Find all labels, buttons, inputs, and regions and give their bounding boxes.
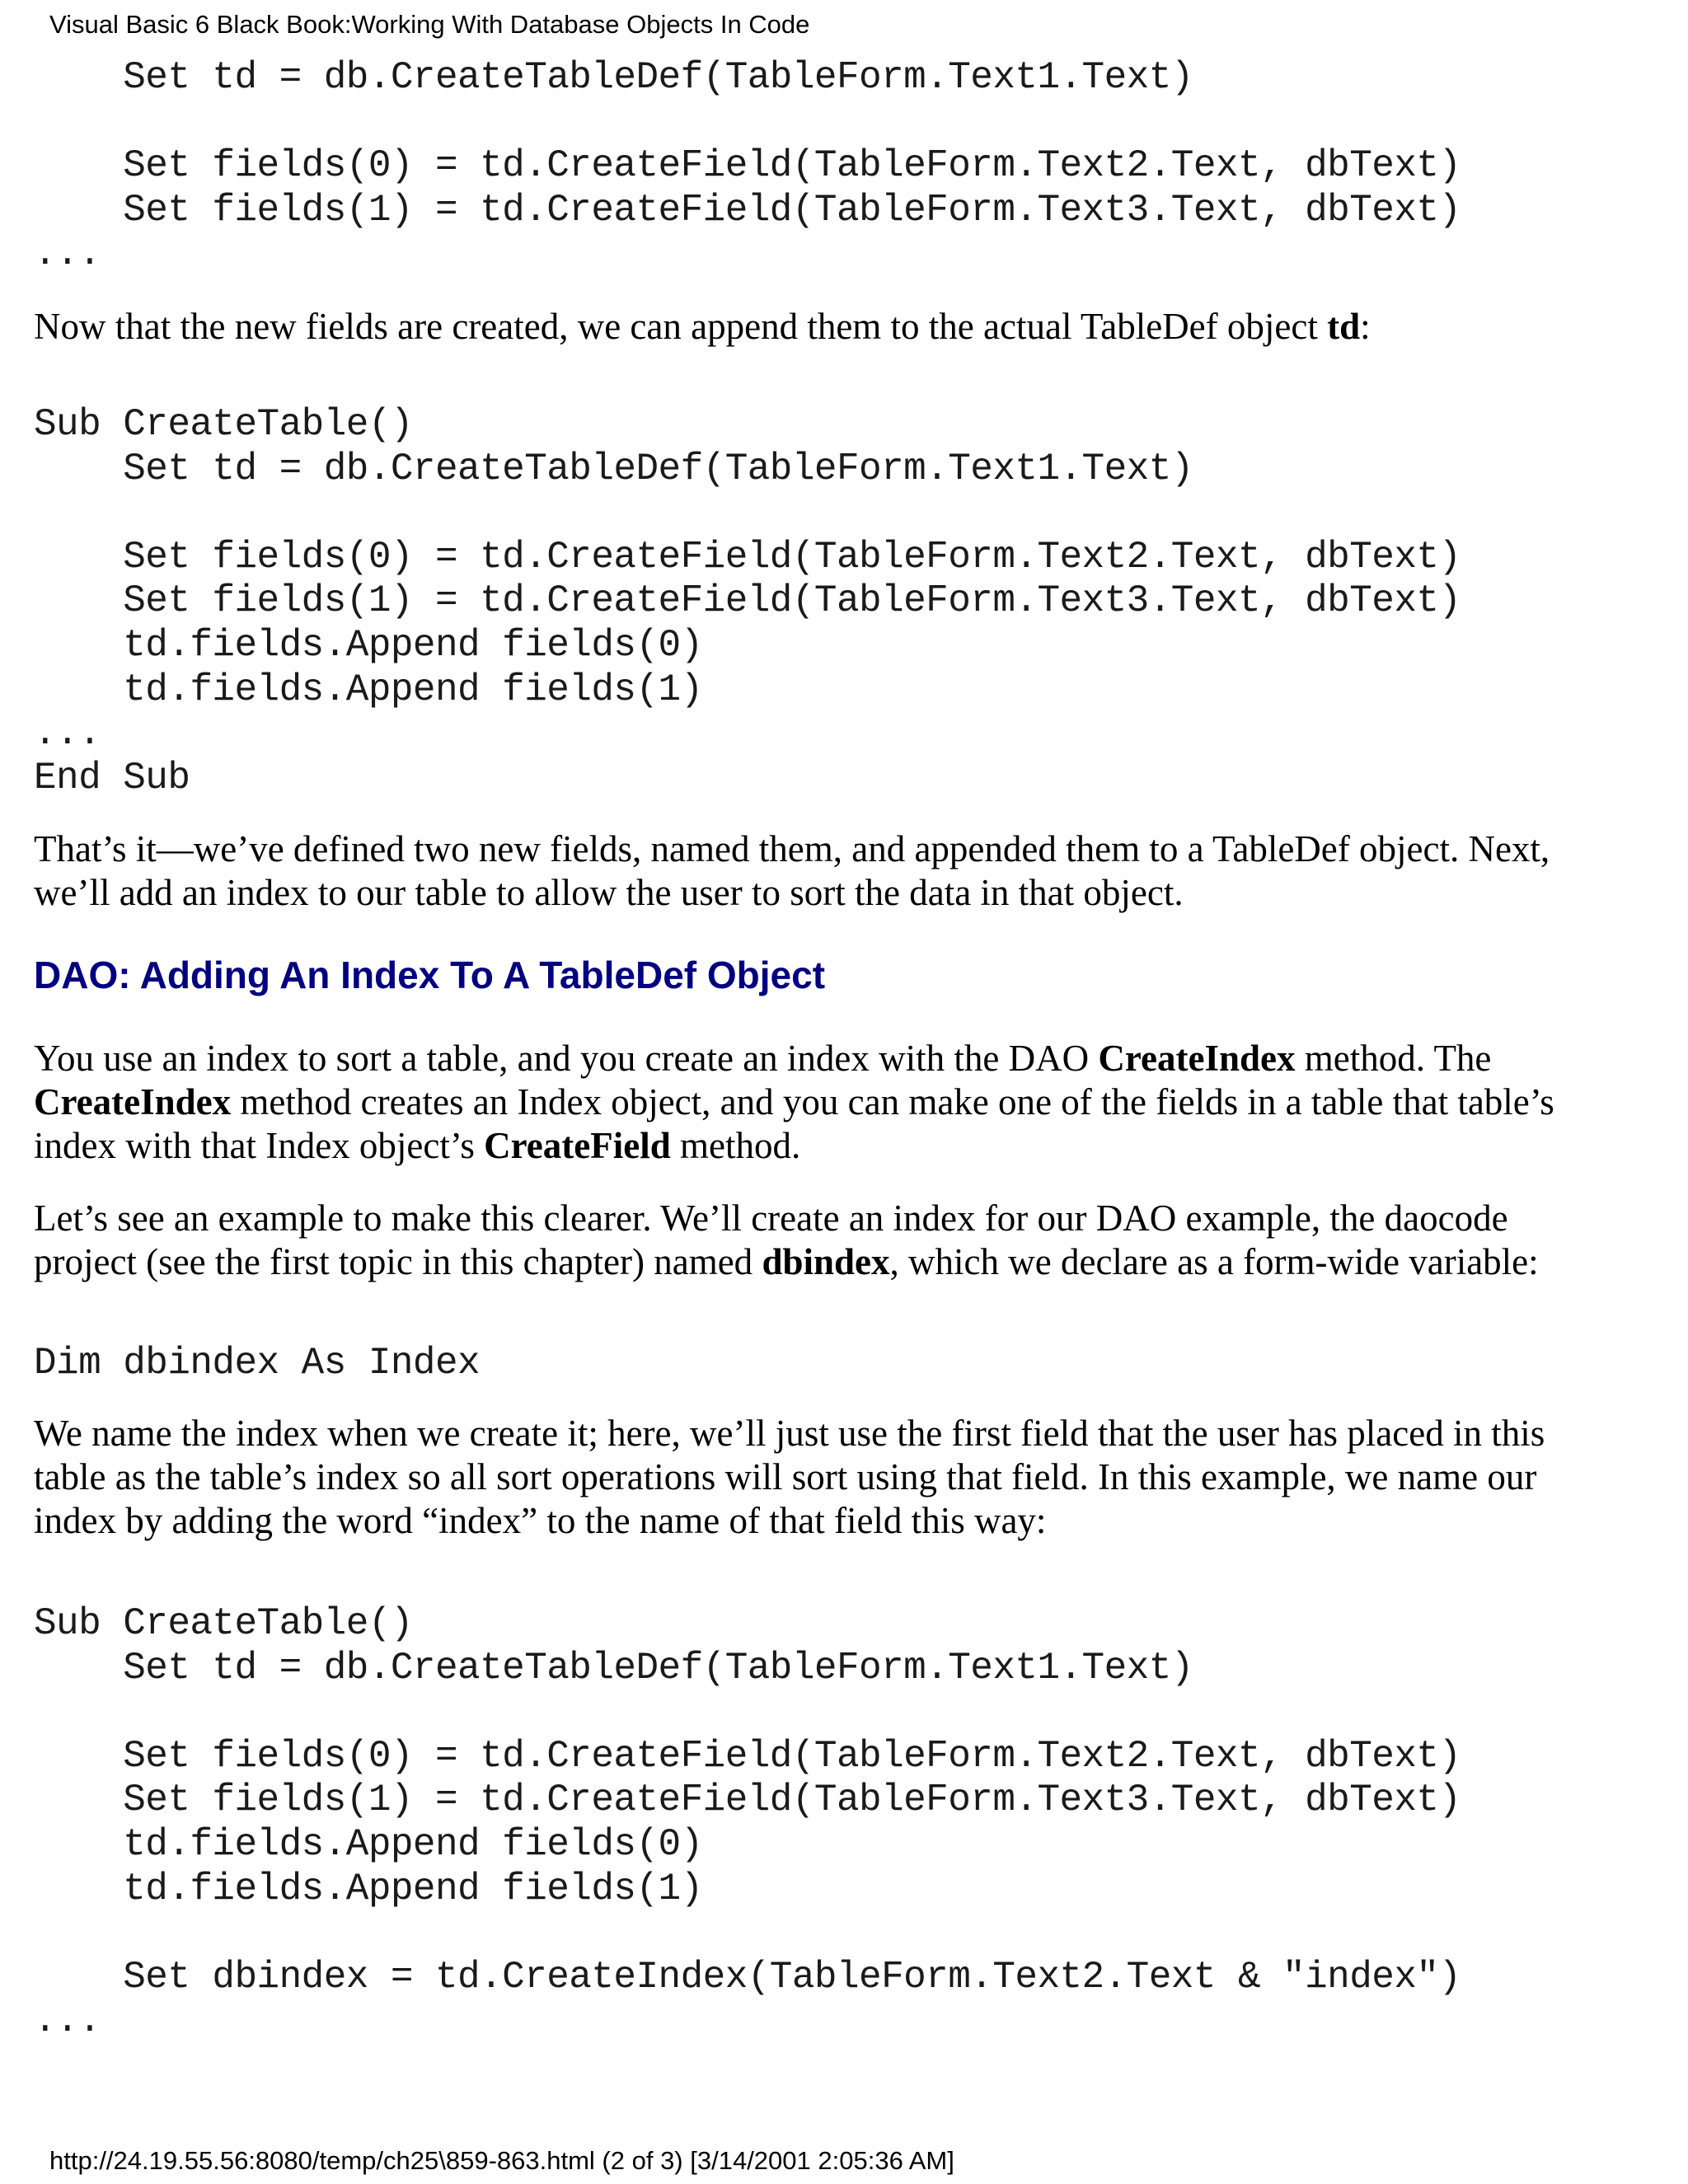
code-line: Set fields(1) = td.CreateField(TableForm.Text3.Text, dbText) xyxy=(34,1779,1461,1822)
paragraph-thats-it xyxy=(34,827,1658,915)
code-line: td.fields.Append fields(1) xyxy=(34,668,703,711)
code-line: Set td = db.CreateTableDef(TableForm.Text1.Text) xyxy=(34,56,1193,99)
code-line: Set td = db.CreateTableDef(TableForm.Text1.Text) xyxy=(34,447,1193,490)
code-line: td.fields.Append fields(0) xyxy=(34,623,703,667)
code-line: ... xyxy=(34,232,101,276)
code-line: Set fields(0) = td.CreateField(TableForm.Text2.Text, dbText) xyxy=(34,1734,1461,1778)
paragraph-example-dbindex xyxy=(34,1197,1658,1284)
paragraph-line: You use an index to sort a table, and you create an index with the DAO CreateIndex method. The xyxy=(34,1038,1492,1079)
code-block-create-index xyxy=(34,1602,1461,2044)
code-line: ... xyxy=(34,1999,101,2043)
code-line: Sub CreateTable() xyxy=(34,1602,413,1645)
code-line: Set fields(1) = td.CreateField(TableForm.Text3.Text, dbText) xyxy=(34,579,1461,623)
paragraph-line: CreateIndex method creates an Index object, and you can make one of the fields in a table that table’s xyxy=(34,1081,1554,1122)
paragraph-line: table as the table’s index so all sort operations will sort using that field. In this example, we name our xyxy=(34,1456,1537,1497)
section-heading: DAO: Adding An Index To A TableDef Object xyxy=(34,954,826,996)
code-block-create-table-append xyxy=(34,403,1461,800)
paragraph-line: index with that Index object’s CreateField method. xyxy=(34,1125,801,1166)
paragraph-name-index xyxy=(34,1412,1658,1543)
code-block-create-fields xyxy=(34,56,1461,277)
code-line: Set dbindex = td.CreateIndex(TableForm.Text2.Text & "index") xyxy=(34,1955,1461,1999)
code-line: Sub CreateTable() xyxy=(34,403,413,446)
paragraph-line: Let’s see an example to make this clearer. We’ll create an index for our DAO example, the daocode xyxy=(34,1197,1508,1239)
code-line: Set fields(1) = td.CreateField(TableForm.Text3.Text, dbText) xyxy=(34,188,1461,232)
paragraph-line: Now that the new fields are created, we can append them to the actual TableDef object td: xyxy=(34,306,1371,347)
paragraph-line: We name the index when we create it; here, we’ll just use the first field that the user has placed in this xyxy=(34,1413,1545,1454)
code-line: td.fields.Append fields(1) xyxy=(34,1867,703,1910)
paragraph-line: index by adding the word “index” to the name of that field this way: xyxy=(34,1500,1047,1541)
paragraph-line: That’s it—we’ve defined two new fields, named them, and appended them to a TableDef object. Next, xyxy=(34,828,1550,869)
code-line: td.fields.Append fields(0) xyxy=(34,1822,703,1866)
code-line: End Sub xyxy=(34,756,190,799)
paragraph-line: project (see the first topic in this chapter) named dbindex, which we declare as a form-wide variable: xyxy=(34,1241,1539,1282)
page-header-title: Visual Basic 6 Black Book:Working With Database Objects In Code xyxy=(49,10,810,39)
paragraph-append-fields xyxy=(34,305,1658,349)
code-block-dim-dbindex xyxy=(34,1342,480,1386)
paragraph-line: we’ll add an index to our table to allow the user to sort the data in that object. xyxy=(34,872,1184,913)
code-line: Dim dbindex As Index xyxy=(34,1342,481,1385)
paragraph-create-index-intro xyxy=(34,1037,1658,1168)
code-line: Set fields(0) = td.CreateField(TableForm.Text2.Text, dbText) xyxy=(34,535,1461,579)
page-footer-url: http://24.19.55.56:8080/temp/ch25\859-863.html (2 of 3) [3/14/2001 2:05:36 AM] xyxy=(49,2146,954,2175)
code-line: Set td = db.CreateTableDef(TableForm.Text1.Text) xyxy=(34,1646,1193,1690)
code-line: ... xyxy=(34,712,101,756)
code-line: Set fields(0) = td.CreateField(TableForm.Text2.Text, dbText) xyxy=(34,144,1461,188)
